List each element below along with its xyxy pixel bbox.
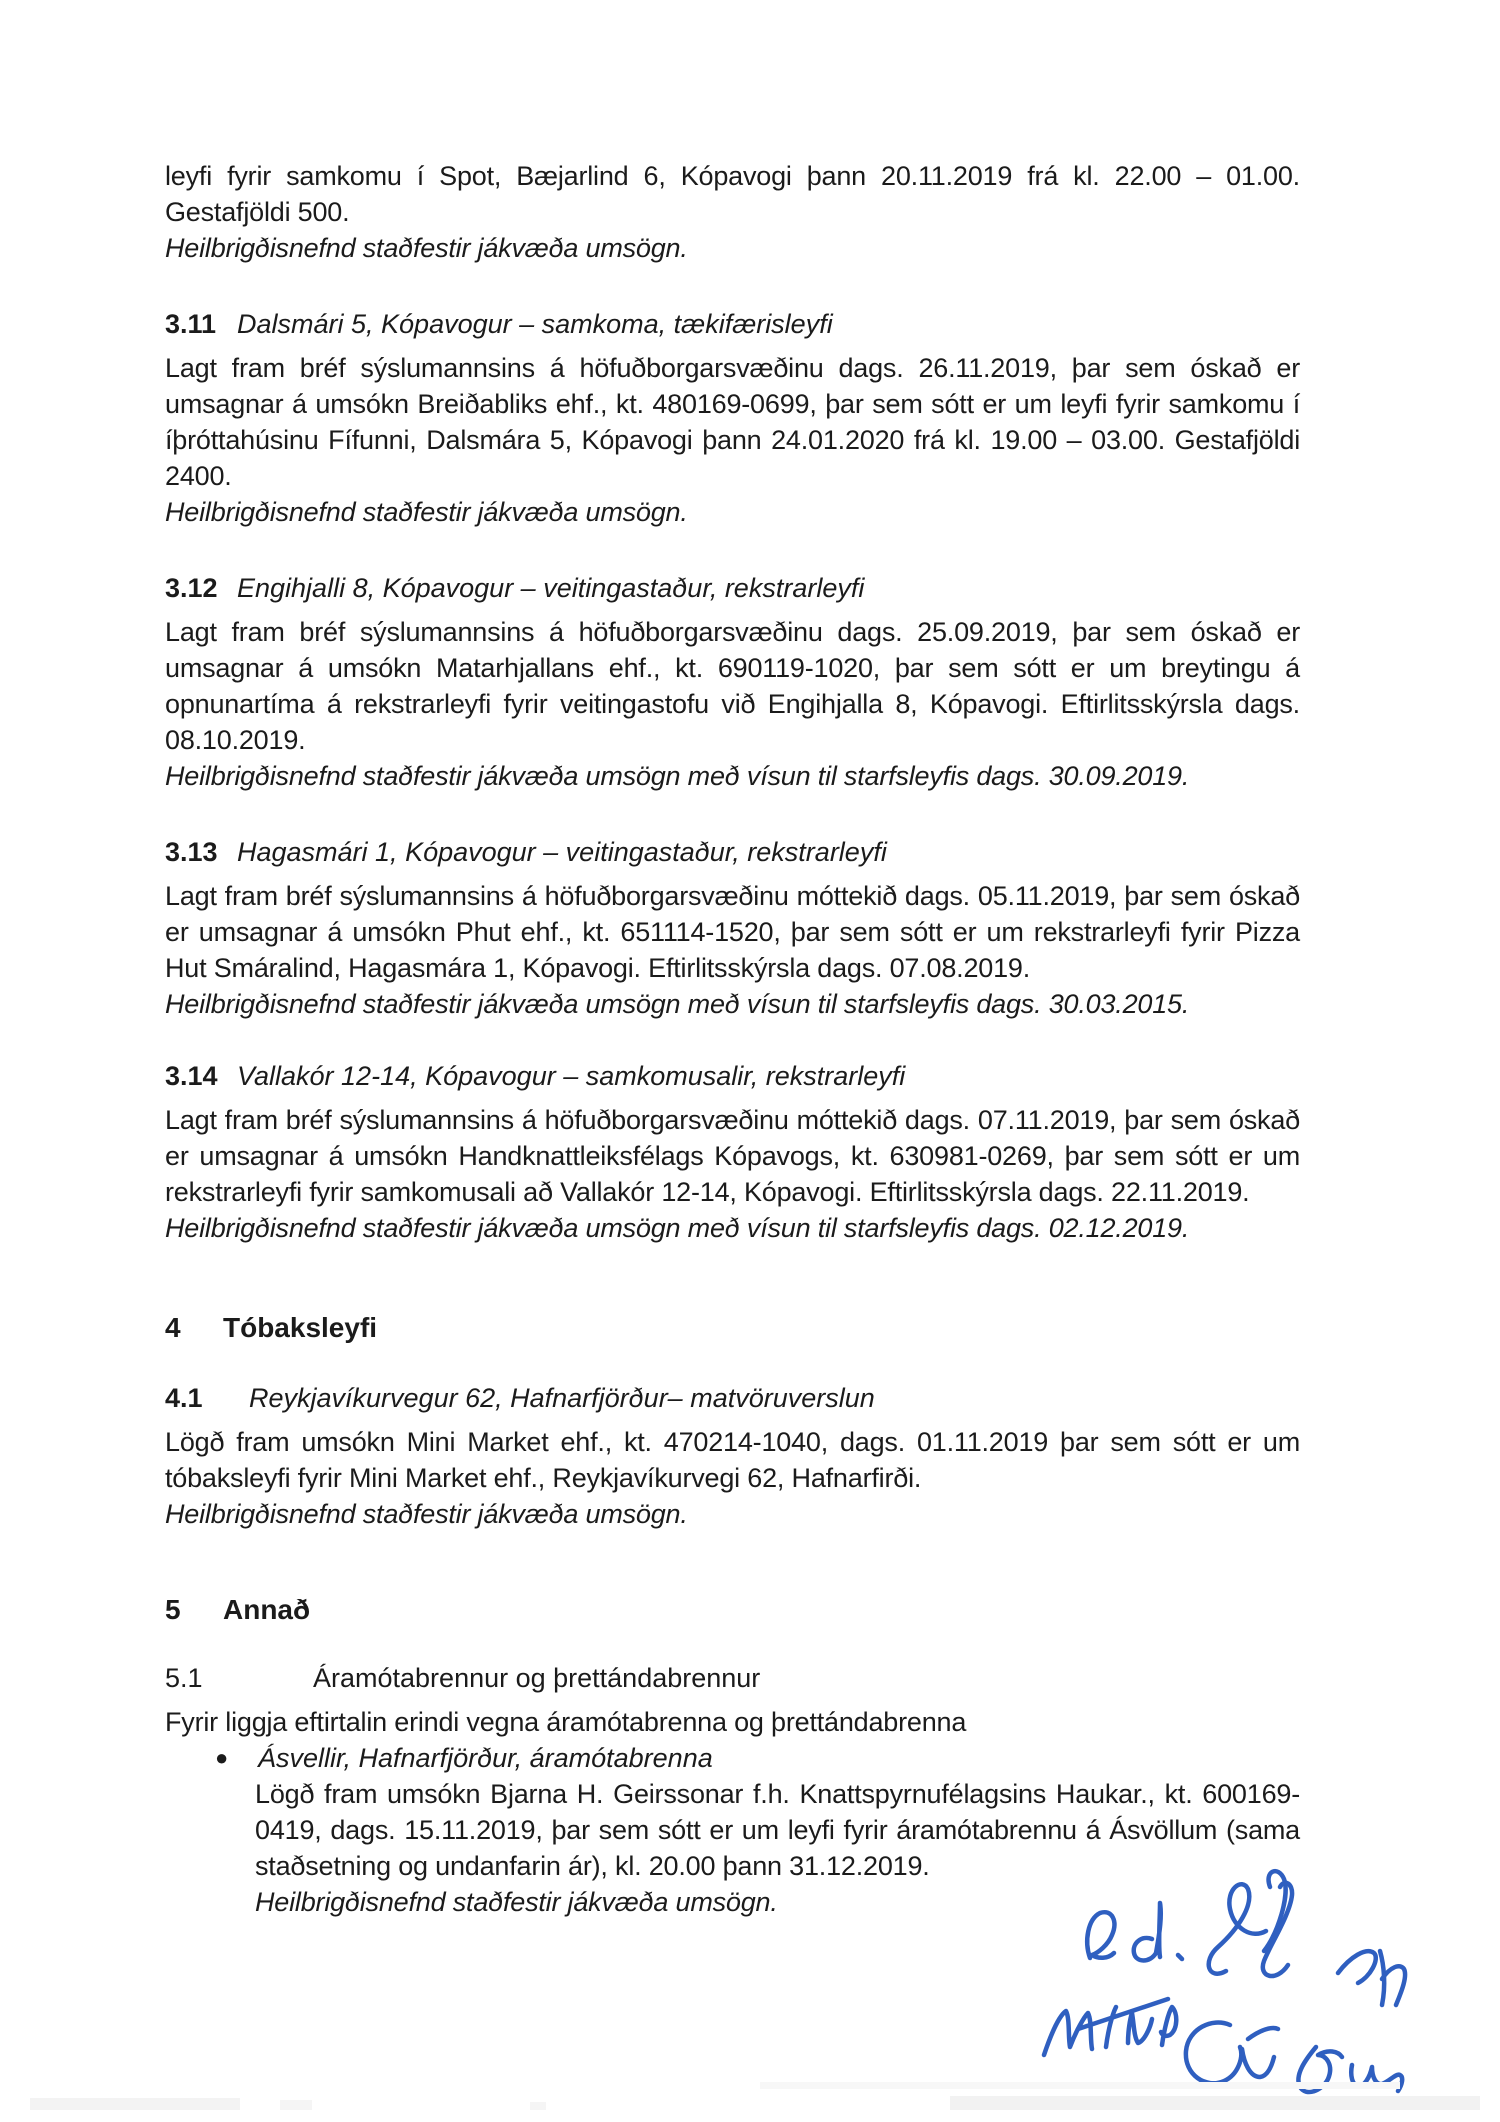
signature-ink (1020, 1853, 1480, 2115)
section-body-3-13: Lagt fram bréf sýslumannsins á höfuðborgarsvæðinu móttekið dags. 05.11.2019, þar sem óskað er umsagnar á umsókn Phut ehf., kt. 651114-1520, þar sem sótt er um rekstrarleyfi fyrir Pizza Hut Smáralind, Hagasmára 1, Kópavogi. Eftirlitsskýrsla dags. 07.08.2019. (165, 881, 1300, 983)
section-title: Reykjavíkurvegur 62, Hafnarfjörður– matvöruverslun (249, 1383, 875, 1413)
scan-artifact (30, 2098, 240, 2110)
intro-verdict: Heilbrigðisnefnd staðfestir jákvæða umsögn. (165, 233, 688, 263)
chapter-heading-5 (165, 1592, 1300, 1628)
section-number: 4.1 (165, 1383, 203, 1413)
section-number: 3.14 (165, 1061, 218, 1091)
section-body-3-12: Lagt fram bréf sýslumannsins á höfuðborgarsvæðinu dags. 25.09.2019, þar sem óskað er umsagnar á umsókn Matarhjallans ehf., kt. 690119-1020, þar sem sótt er um breytingu á opnunartíma á rekstrarleyfi fyrir veitingastofu við Engihjalla 8, Kópavogi. Eftirlitsskýrsla dags. 08.10.2019. (165, 617, 1300, 755)
section-title: Dalsmári 5, Kópavogur – samkoma, tækifærisleyfi (237, 309, 833, 339)
chapter-title: Annað (223, 1594, 311, 1625)
section-heading-3-14 (165, 1058, 1300, 1094)
section-verdict-3-11: Heilbrigðisnefnd staðfestir jákvæða umsögn. (165, 497, 688, 527)
section-body-3-11: Lagt fram bréf sýslumannsins á höfuðborgarsvæðinu dags. 26.11.2019, þar sem óskað er umsagnar á umsókn Breiðabliks ehf., kt. 480169-0699, þar sem sótt er um leyfi fyrir samkomu í íþróttahúsinu Fífunni, Dalsmára 5, Kópavogi þann 24.01.2020 frá kl. 19.00 – 03.00. Gestafjöldi 2400. (165, 353, 1300, 491)
bullet-title: Ásvellir, Hafnarfjörður, áramótabrenna (258, 1743, 713, 1773)
bullet-verdict: Heilbrigðisnefnd staðfestir jákvæða umsögn. (255, 1887, 778, 1917)
section-heading-3-13 (165, 834, 1300, 870)
section-title: Hagasmári 1, Kópavogur – veitingastaður, rekstrarleyfi (237, 837, 887, 867)
section-title: Vallakór 12-14, Kópavogur – samkomusalir, rekstrarleyfi (237, 1061, 906, 1091)
bullet-icon: ● (215, 1745, 229, 1770)
section-title: Engihjalli 8, Kópavogur – veitingastaður, rekstrarleyfi (237, 573, 865, 603)
scan-artifact (760, 2082, 1400, 2089)
section-lead-5-1: Fyrir liggja eftirtalin erindi vegna áramótabrenna og þrettándabrenna (165, 1707, 967, 1737)
chapter-title: Tóbaksleyfi (223, 1312, 378, 1343)
chapter-heading-4 (165, 1310, 1300, 1346)
section-title: Áramótabrennur og þrettándabrennur (313, 1663, 761, 1693)
bullet-body: Lögð fram umsókn Bjarna H. Geirssonar f.h. Knattspyrnufélagsins Haukar., kt. 600169-0419, dags. 15.11.2019, þar sem sótt er um leyfi fyrir áramótabrennu á Ásvöllum (sama staðsetning og undanfarin ár), kl. 20.00 þann 31.12.2019. (255, 1779, 1300, 1881)
section-verdict-3-14: Heilbrigðisnefnd staðfestir jákvæða umsögn með vísun til starfsleyfis dags. 02.12.2019. (165, 1213, 1190, 1243)
scan-artifact (950, 2096, 1480, 2110)
section-body-3-14: Lagt fram bréf sýslumannsins á höfuðborgarsvæðinu móttekið dags. 07.11.2019, þar sem óskað er umsagnar á umsókn Handknattleiksfélags Kópavogs, kt. 630981-0269, þar sem sótt er um rekstrarleyfi fyrir samkomusali að Vallakór 12-14, Kópavogi. Eftirlitsskýrsla dags. 22.11.2019. (165, 1105, 1300, 1207)
section-number: 3.13 (165, 837, 218, 867)
section-verdict-4-1: Heilbrigðisnefnd staðfestir jákvæða umsögn. (165, 1499, 688, 1529)
chapter-number: 4 (165, 1312, 181, 1343)
section-verdict-3-12: Heilbrigðisnefnd staðfestir jákvæða umsögn með vísun til starfsleyfis dags. 30.09.2019. (165, 761, 1190, 791)
section-heading-4-1 (165, 1380, 1300, 1416)
section-verdict-3-13: Heilbrigðisnefnd staðfestir jákvæða umsögn með vísun til starfsleyfis dags. 30.03.2015. (165, 989, 1190, 1019)
section-number: 5.1 (165, 1663, 203, 1693)
section-heading-5-1 (165, 1660, 1300, 1696)
section-number: 3.12 (165, 573, 218, 603)
scan-artifact (280, 2100, 312, 2110)
bullet-item (165, 1740, 1300, 1776)
intro-paragraph: leyfi fyrir samkomu í Spot, Bæjarlind 6, Kópavogi þann 20.11.2019 frá kl. 22.00 – 01.00. Gestafjöldi 500. (165, 161, 1300, 227)
section-heading-3-11 (165, 306, 1300, 342)
section-number: 3.11 (165, 309, 217, 339)
section-body-4-1: Lögð fram umsókn Mini Market ehf., kt. 470214-1040, dags. 01.11.2019 þar sem sótt er um tóbaksleyfi fyrir Mini Market ehf., Reykjavíkurvegi 62, Hafnarfirði. (165, 1427, 1300, 1493)
document-body (165, 158, 1300, 1920)
scan-artifact (530, 2102, 546, 2110)
section-heading-3-12 (165, 570, 1300, 606)
chapter-number: 5 (165, 1594, 181, 1625)
